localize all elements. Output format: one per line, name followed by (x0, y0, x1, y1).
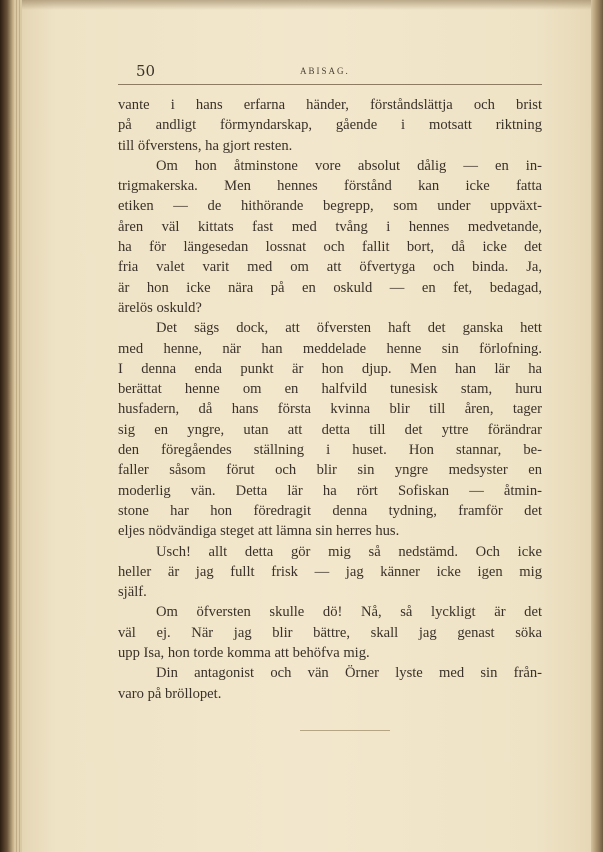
text-line: är hon icke nära på en oskuld — en fet, bedagad, (118, 279, 542, 296)
text-line: Din antagonist och vän Örner lyste med sin från- (156, 665, 542, 682)
text-line: Det sägs dock, att öfversten haft det ganska hett (156, 320, 542, 337)
text-line: på andligt förmyndarskap, gående i motsatt riktning (118, 117, 542, 134)
text-line: trigmakerska. Men hennes förstånd kan icke fatta (118, 178, 542, 195)
page-header (118, 62, 542, 85)
text-line: eljes nödvändiga steget att lämna sin herres hus. (118, 523, 400, 540)
text-line: själf. (118, 584, 147, 601)
text-line: upp Isa, hon torde komma att behöfva mig. (118, 645, 370, 662)
text-line: berättat henne om en halfvild tunesisk stam, huru (118, 381, 542, 398)
text-line: moderlig vän. Detta lär ha rört Sofiskan — åtmin- (118, 482, 542, 499)
text-line: den föregåendes ställning i huset. Hon stannar, be- (118, 442, 542, 459)
text-line: väl ej. När jag blir bättre, skall jag genast söka (118, 624, 542, 641)
text-line: sig en yngre, utan att detta till det yttre förändrar (118, 421, 542, 438)
text-line: I denna enda punkt är hon djup. Men han lär ha (118, 360, 542, 377)
text-line: Om öfversten skulle dö! Nå, så lyckligt är det (156, 604, 542, 621)
text-line: heller är jag fullt frisk — jag känner icke igen mig (118, 563, 542, 580)
text-line: fria valet varit med om att öfvertyga och binda. Ja, (118, 259, 542, 276)
text-line: ha för längesedan lossnat och fallit bort, då icke det (118, 239, 542, 256)
text-line: varo på bröllopet. (118, 685, 222, 702)
text-line: med henne, när han meddelade henne sin förlofning. (118, 340, 542, 357)
page-number: 50 (136, 62, 156, 80)
text-line: ärelös oskuld? (118, 299, 202, 316)
text-line: åren väl kittats fast med tvång i hennes medvetande, (118, 218, 542, 235)
text-line: Usch! allt detta gör mig så nedstämd. Och icke (156, 543, 542, 560)
text-line: faller såsom förut och blir sin yngre medsyster en (118, 462, 542, 479)
page-top-shadow (22, 0, 592, 10)
body-text (118, 95, 542, 704)
text-line: husfadern, då hans första kvinna blir till åren, tager (118, 401, 542, 418)
text-line: stone har hon föredragit denna tydning, framför det (118, 502, 542, 519)
text-line: etiken — de hithörande begrepp, som under uppväxt- (118, 198, 542, 215)
text-line: vante i hans erfarna händer, förståndslättja och brist (118, 97, 542, 113)
text-line: till öfverstens, ha gjort resten. (118, 137, 293, 154)
page-right-edge (591, 0, 603, 852)
end-rule (300, 730, 390, 731)
text-line: Om hon åtminstone vore absolut dålig — en in- (156, 157, 542, 174)
running-head: ABISAG. (300, 66, 350, 76)
